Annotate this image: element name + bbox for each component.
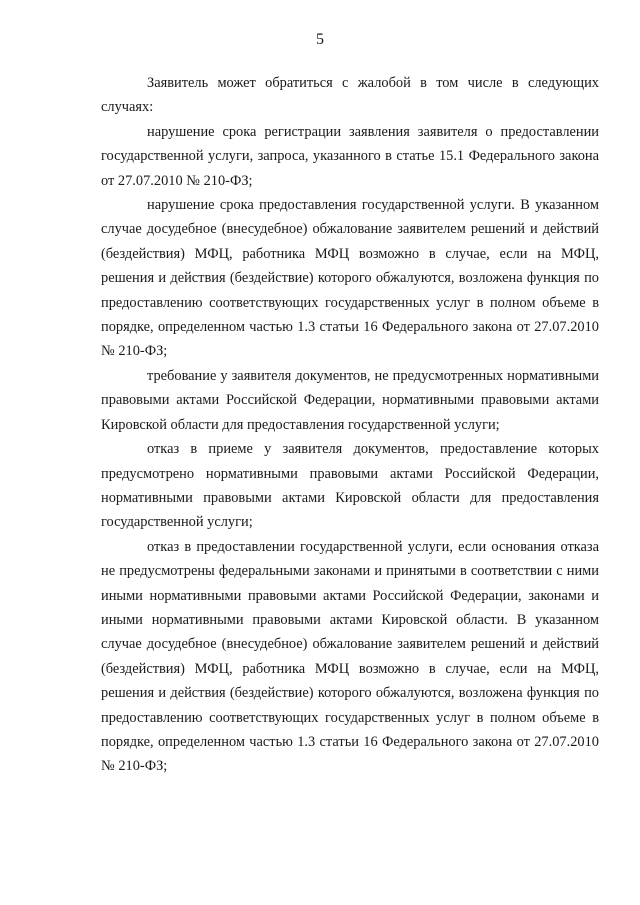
paragraph-service-deadline: нарушение срока предоставления государственной услуги. В указанном случае досудебное (внесудебное) обжалование заявителем решений и действий (бездействия) МФЦ, работника МФЦ возможно в случае, если на МФЦ, решения и действия (бездействие) которого обжалуются, возложена функция по предоставлению соответствующих государственных услуг в полном объеме в порядке, определенном частью 1.3 статьи 16 Федерального закона от 27.07.2010 № 210-ФЗ; <box>101 197 599 360</box>
page-number: 5 <box>316 31 324 48</box>
paragraph-registration-deadline: нарушение срока регистрации заявления заявителя о предоставлении государственной услуги, запроса, указанного в статье 15.1 Федерального закона от 27.07.2010 № 210-ФЗ; <box>101 123 599 189</box>
paragraph-extra-documents: требование у заявителя документов, не предусмотренных нормативными правовыми актами Российской Федерации, нормативными правовыми актами Кировской области для предоставления государственной услуги; <box>101 367 599 433</box>
document-body <box>101 71 599 779</box>
paragraph-intro: Заявитель может обратиться с жалобой в том числе в следующих случаях: <box>101 75 599 116</box>
paragraph-service-refusal: отказ в предоставлении государственной услуги, если основания отказа не предусмотрены федеральными законами и принятыми в соответствии с ними иными нормативными правовыми актами Российской Федерации, законами и иными нормативными правовыми актами Кировской области. В указанном случае досудебное (внесудебное) обжалование заявителем решений и действий (бездействия) МФЦ, работника МФЦ возможно в случае, если на МФЦ, решения и действия (бездействие) которого обжалуются, возложена функция по предоставлению соответствующих государственных услуг в полном объеме в порядке, определенном частью 1.3 статьи 16 Федерального закона от 27.07.2010 № 210-ФЗ; <box>101 538 599 775</box>
paragraph-document-refusal: отказ в приеме у заявителя документов, предоставление которых предусмотрено нормативными правовыми актами Российской Федерации, нормативными правовыми актами Кировской области для предоставления государственной услуги; <box>101 441 599 531</box>
